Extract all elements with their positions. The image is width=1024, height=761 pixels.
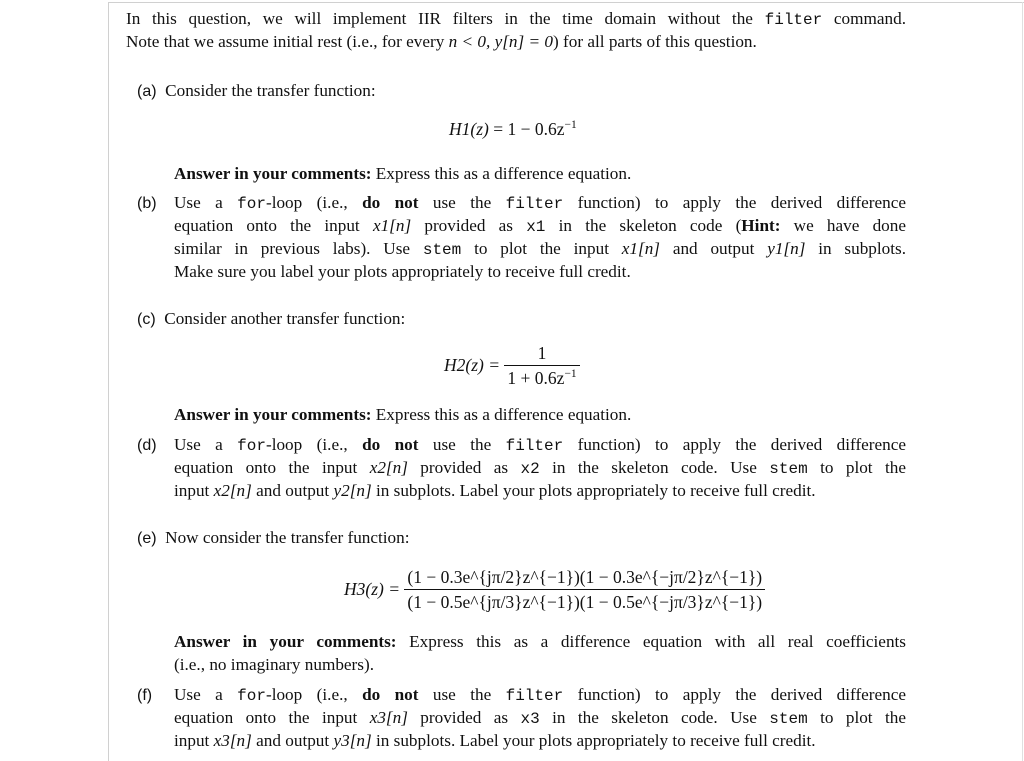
equation-h3: H3(z) = $\frac{(1 - 0.3e\^{}\{j\pi/2\}z\^{}\{-1\})(1 - 0.3e\^{}\{-j\pi/2\}z\^{}\{-1\})}{(1 - 0.5e\^{}\{j\pi/3\}z\^{}\{-1\})(1 - 0.5e\^{}\{-j\pi/3\}z\^{}\{-1\})}$ <box>344 566 765 613</box>
part-f-label: (f) <box>137 687 153 704</box>
h2-fraction: $\frac{1}{1 + 0.6z^{-1}}$ <box>504 342 579 389</box>
part-f-line-3: input x3[n] and output y3[n] in subplots. Label your plots appropriately to receive full credit. <box>174 731 816 750</box>
intro-line-1: In this question, we will implement IIR filters in the time domain without the filter command. <box>126 9 906 29</box>
part-e-label: (e) <box>137 530 157 547</box>
part-b-line-2: equation onto the input x1[n] provided as x1 in the skeleton code (Hint: we have done <box>174 216 906 236</box>
part-f-line-1: Use a for-loop (i.e., do not use the filter function) to apply the derived difference <box>174 685 906 705</box>
part-b-line-4: Make sure you label your plots appropriately to receive full credit. <box>174 262 631 281</box>
page-border-right <box>1022 2 1023 761</box>
part-a-prompt: (a) Consider the transfer function: <box>137 81 376 100</box>
part-b-line-3: similar in previous labs). Use stem to plot the input x1[n] and output y1[n] in subplots. <box>174 239 907 259</box>
intro-line-2: Note that we assume initial rest (i.e., for every n < 0, y[n] = 0) for all parts of this question. <box>126 32 757 51</box>
part-f-line-2: equation onto the input x3[n] provided as x3 in the skeleton code. Use stem to plot the <box>174 708 906 728</box>
equation-h1: $H1(z) = 1 - 0.6z^{-1}$ <box>449 119 577 139</box>
part-a-answer: Answer in your comments: Express this as a difference equation. <box>174 164 632 183</box>
part-e-answer-line-2: (i.e., no imaginary numbers). <box>174 655 374 674</box>
part-b-label-line <box>137 192 157 215</box>
part-a-label: (a) <box>137 83 157 100</box>
part-d-label: (d) <box>137 437 157 454</box>
part-f-label-line <box>137 684 152 707</box>
page-border-left <box>108 2 109 761</box>
initial-rest-condition: n < 0, y[n] = 0 <box>448 32 553 51</box>
part-b-label: (b) <box>137 195 157 212</box>
part-e-prompt: (e) Now consider the transfer function: <box>137 528 410 547</box>
part-c-answer: Answer in your comments: Express this as a difference equation. <box>174 405 632 424</box>
page-border-top <box>108 2 1024 3</box>
part-d-line-3: input x2[n] and output y2[n] in subplots. Label your plots appropriately to receive full credit. <box>174 481 816 500</box>
part-e-answer-line-1: Answer in your comments: Express this as a difference equation with all real coefficients <box>174 632 906 651</box>
part-b-line-1: Use a for-loop (i.e., do not use the filter function) to apply the derived difference <box>174 193 906 213</box>
part-d-label-line <box>137 434 157 457</box>
part-d-line-1: Use a for-loop (i.e., do not use the filter function) to apply the derived difference <box>174 435 906 455</box>
h3-fraction: $\frac{(1 - 0.3e\^{}\{j\pi/2\}z\^{}\{-1\})(1 - 0.3e\^{}\{-j\pi/2\}z\^{}\{-1\})}{(1 - 0.5e\^{}\{j\pi/3\}z\^{}\{-1\})(1 - 0.5e\^{}\{-j\pi/3\}z\^{}\{-1\})}$ <box>404 566 765 613</box>
part-d-line-2: equation onto the input x2[n] provided as x2 in the skeleton code. Use stem to plot the <box>174 458 906 478</box>
part-c-label: (c) <box>137 311 156 328</box>
equation-h2: H2(z) = $\frac{1}{1 + 0.6z^{-1}}$ <box>444 342 580 389</box>
part-c-prompt: (c) Consider another transfer function: <box>137 309 406 328</box>
